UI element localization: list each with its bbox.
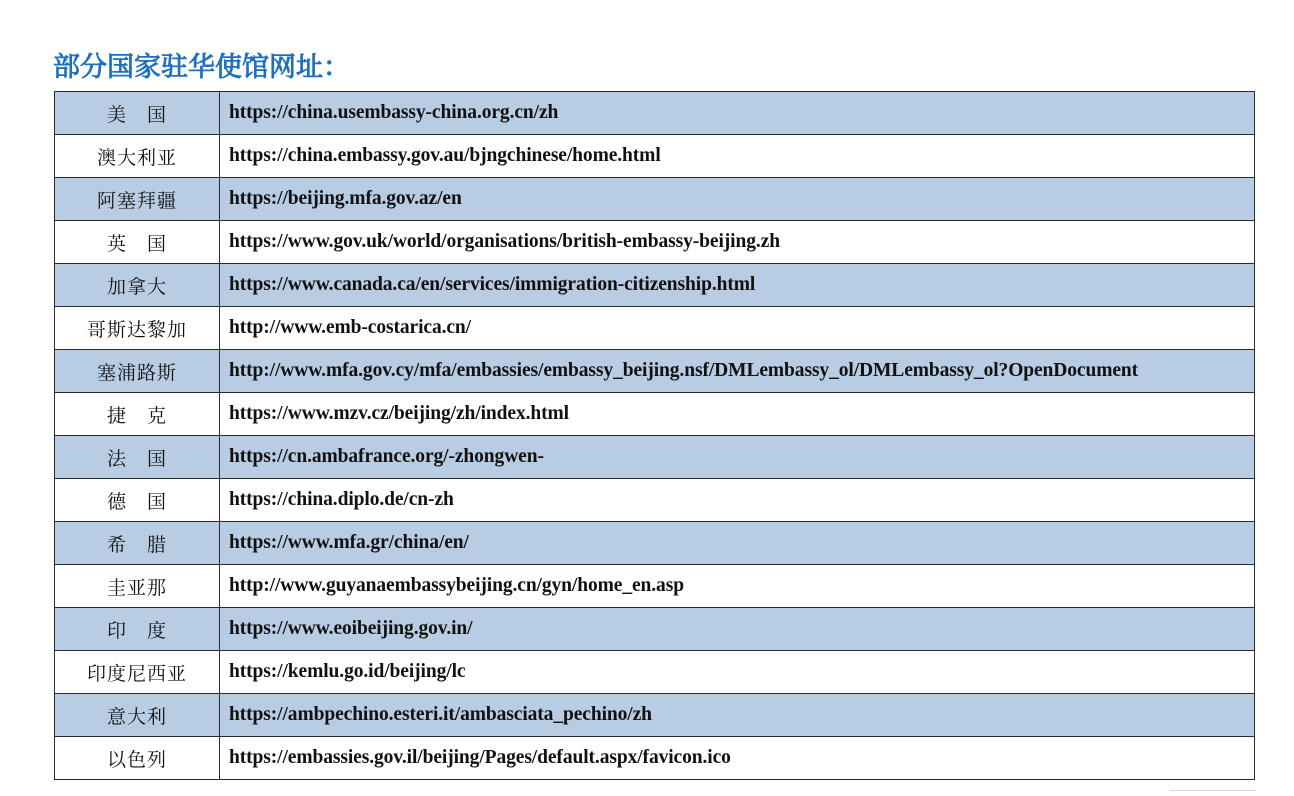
table-body — [55, 92, 1255, 780]
embassy-url-cell[interactable]: https://china.embassy.gov.au/bjngchinese/home.html — [220, 135, 1255, 178]
table-row — [55, 436, 1255, 479]
table-row — [55, 178, 1255, 221]
page-title: 部分国家驻华使馆网址： — [53, 52, 350, 83]
table-row — [55, 565, 1255, 608]
table-row — [55, 479, 1255, 522]
embassy-url-cell[interactable]: https://beijing.mfa.gov.az/en — [220, 178, 1255, 221]
table-row — [55, 651, 1255, 694]
country-name-cell: 哥斯达黎加 — [55, 307, 220, 350]
country-name-cell: 印度尼西亚 — [55, 651, 220, 694]
country-name-cell: 意大利 — [55, 694, 220, 737]
page-edge-mark — [1170, 790, 1256, 791]
embassy-url-cell[interactable]: http://www.emb-costarica.cn/ — [220, 307, 1255, 350]
table-row — [55, 694, 1255, 737]
country-name-cell: 德 国 — [55, 479, 220, 522]
table-row — [55, 264, 1255, 307]
embassy-url-cell[interactable]: https://cn.ambafrance.org/-zhongwen- — [220, 436, 1255, 479]
embassy-url-cell[interactable]: https://embassies.gov.il/beijing/Pages/default.aspx/favicon.ico — [220, 737, 1255, 780]
country-name-cell: 美 国 — [55, 92, 220, 135]
table-row — [55, 307, 1255, 350]
table-row — [55, 350, 1255, 393]
table-row — [55, 737, 1255, 780]
embassy-url-cell[interactable]: https://www.canada.ca/en/services/immigration-citizenship.html — [220, 264, 1255, 307]
country-name-cell: 希 腊 — [55, 522, 220, 565]
embassy-url-cell[interactable]: https://www.gov.uk/world/organisations/british-embassy-beijing.zh — [220, 221, 1255, 264]
table-row — [55, 522, 1255, 565]
embassy-url-cell[interactable]: https://www.eoibeijing.gov.in/ — [220, 608, 1255, 651]
table-row — [55, 393, 1255, 436]
country-name-cell: 英 国 — [55, 221, 220, 264]
country-name-cell: 印 度 — [55, 608, 220, 651]
embassy-url-cell[interactable]: https://china.diplo.de/cn-zh — [220, 479, 1255, 522]
embassy-url-cell[interactable]: http://www.mfa.gov.cy/mfa/embassies/embassy_beijing.nsf/DMLembassy_ol/DMLembassy_ol?OpenDocument — [220, 350, 1255, 393]
country-name-cell: 法 国 — [55, 436, 220, 479]
embassy-url-cell[interactable]: https://kemlu.go.id/beijing/lc — [220, 651, 1255, 694]
country-name-cell: 澳大利亚 — [55, 135, 220, 178]
embassy-url-cell[interactable]: https://www.mfa.gr/china/en/ — [220, 522, 1255, 565]
country-name-cell: 圭亚那 — [55, 565, 220, 608]
country-name-cell: 以色列 — [55, 737, 220, 780]
table-row — [55, 608, 1255, 651]
country-name-cell: 捷 克 — [55, 393, 220, 436]
table-row — [55, 221, 1255, 264]
table-row — [55, 92, 1255, 135]
embassy-url-cell[interactable]: https://china.usembassy-china.org.cn/zh — [220, 92, 1255, 135]
embassy-url-table — [54, 91, 1255, 780]
country-name-cell: 加拿大 — [55, 264, 220, 307]
country-name-cell: 塞浦路斯 — [55, 350, 220, 393]
embassy-url-cell[interactable]: https://ambpechino.esteri.it/ambasciata_pechino/zh — [220, 694, 1255, 737]
country-name-cell: 阿塞拜疆 — [55, 178, 220, 221]
embassy-url-cell[interactable]: http://www.guyanaembassybeijing.cn/gyn/home_en.asp — [220, 565, 1255, 608]
table-row — [55, 135, 1255, 178]
embassy-url-cell[interactable]: https://www.mzv.cz/beijing/zh/index.html — [220, 393, 1255, 436]
